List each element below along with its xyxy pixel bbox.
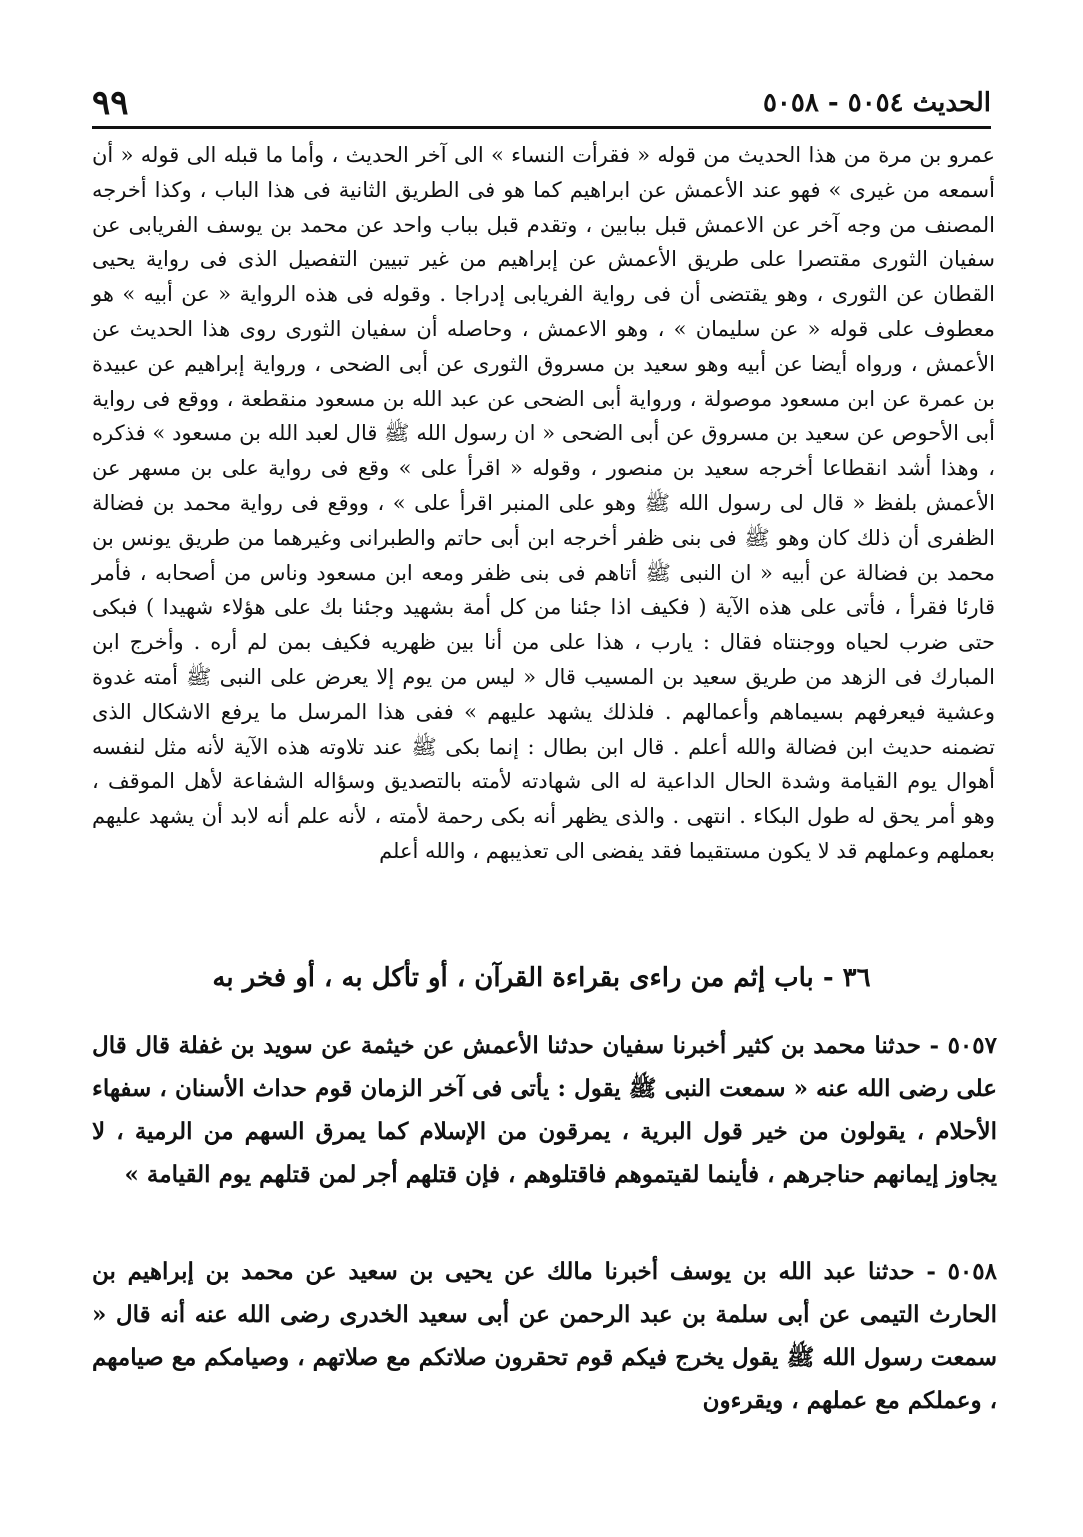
page-number: ٩٩	[92, 83, 129, 123]
hadith-5058	[92, 1250, 997, 1422]
hadith-text: ٥٠٥٧ - حدثنا محمد بن كثير أخبرنا سفيان حدثنا الأعمش عن خيثمة عن سويد بن غفلة قال قال على رضى الله عنه « سمعت النبى ﷺ يقول : يأتى فى آخر الزمان قوم حداث الأسنان ، سفهاء الأحلام ، يقولون من خير قول البرية ، يمرقون من الإسلام كما يمرق السهم من الرمية ، لا يجاوز إيمانهم حناجرهم ، فأينما لقيتموهم فاقتلوهم ، فإن قتلهم أجر لمن قتلهم يوم القيامة »	[92, 1032, 997, 1188]
hadith-text: ٥٠٥٨ - حدثنا عبد الله بن يوسف أخبرنا مالك عن يحيى بن سعيد عن محمد بن إبراهيم بن الحارث التيمى عن أبى سلمة بن عبد الرحمن عن أبى سعيد الخدرى رضى الله عنه أنه قال « سمعت رسول الله ﷺ يقول يخرج فيكم قوم تحقرون صلاتكم مع صلاتهم ، وصيامكم مع صيامهم ، وعملكم مع عملهم ، ويقرءون	[92, 1258, 997, 1414]
commentary-text	[92, 138, 995, 869]
commentary-paragraph: عمرو بن مرة من هذا الحديث من قوله « فقرأت النساء » الى آخر الحديث ، وأما ما قبله الى قوله « أن أسمعه من غيرى » فهو عند الأعمش عن ابراهيم كما هو فى الطريق الثانية فى هذا الباب ، وكذا أخرجه المصنف من وجه آخر عن الاعمش قبل ببابين ، وتقدم قبل بباب واحد عن محمد بن يوسف الفريابى عن سفيان الثورى مقتصرا على طريق الأعمش عن إبراهيم من غير تبيين التفصيل الذى فى رواية يحيى القطان عن الثورى ، وهو يقتضى أن فى رواية الفريابى إدراجا . وقوله فى هذه الرواية « عن أبيه » هو معطوف على قوله « عن سليمان » ، وهو الاعمش ، وحاصله أن سفيان الثورى روى هذا الحديث عن الأعمش ، ورواه أيضا عن أبيه وهو سعيد بن مسروق الثورى عن أبى الضحى ، ورواية إبراهيم عن عبيدة بن عمرة عن ابن مسعود موصولة ، ورواية أبى الضحى عن عبد الله بن مسعود منقطعة ، ووقع فى رواية أبى الأحوص عن سعيد بن مسروق عن أبى الضحى « ان رسول الله ﷺ قال لعبد الله بن مسعود » فذكره ، وهذا أشد انقطاعا أخرجه سعيد بن منصور ، وقوله « اقرأ على » وقع فى رواية على بن مسهر عن الأعمش بلفظ « قال لى رسول الله ﷺ وهو على المنبر اقرأ على » ، ووقع فى رواية محمد بن فضالة الظفرى أن ذلك كان وهو ﷺ فى بنى ظفر أخرجه ابن أبى حاتم والطبرانى وغيرهما من طريق يونس بن محمد بن فضالة عن أبيه « ان النبى ﷺ أتاهم فى بنى ظفر ومعه ابن مسعود وناس من أصحابه ، فأمر قارئا فقرأ ، فأتى على هذه الآية ( فكيف اذا جئنا من كل أمة بشهيد وجئنا بك على هؤلاء شهيدا ) فبكى حتى ضرب لحياه ووجنتاه فقال : يارب ، هذا على من أنا بين ظهريه فكيف بمن لم أره . وأخرج ابن المبارك فى الزهد من طريق سعيد بن المسيب قال « ليس من يوم إلا يعرض على النبى ﷺ أمته غدوة وعشية فيعرفهم بسيماهم وأعمالهم . فلذلك يشهد عليهم » ففى هذا المرسل ما يرفع الاشكال الذى تضمنه حديث ابن فضالة والله أعلم . قال ابن بطال : إنما بكى ﷺ عند تلاوته هذه الآية لأنه مثل لنفسه أهوال يوم القيامة وشدة الحال الداعية له الى شهادته لأمته بالتصديق وسؤاله الشفاعة لأهل الموقف ، وهو أمر يحق له طول البكاء . انتهى . والذى يظهر أنه بكى رحمة لأمته ، لأنه علم أنه لابد أن يشهد عليهم بعملهم وعملهم قد لا يكون مستقيما فقد يفضى الى تعذيبهم ، والله أعلم	[92, 143, 995, 863]
page-header	[92, 80, 991, 126]
running-head: الحديث ٥٠٥٤ - ٥٠٥٨	[762, 88, 991, 118]
header-rule	[92, 126, 991, 129]
hadith-5057	[92, 1024, 997, 1196]
chapter-heading: ٣٦ - باب إثم من راءى بقراءة القرآن ، أو تأكل به ، أو فخر به	[212, 963, 871, 993]
